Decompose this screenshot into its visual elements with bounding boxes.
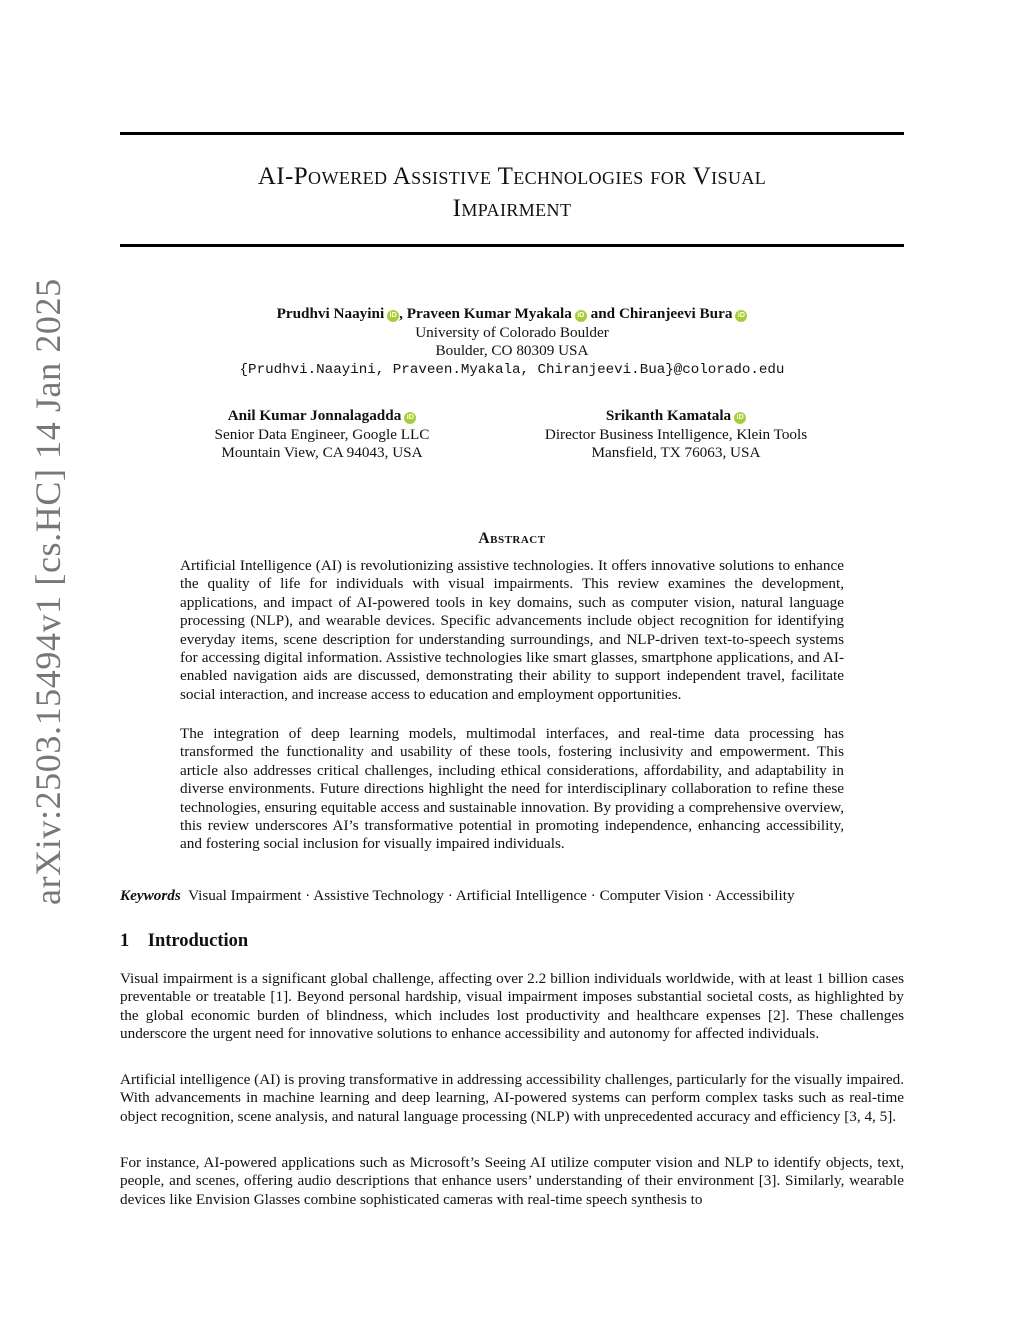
author-separator: and (590, 305, 616, 322)
paper-title-line1: AI-Powered Assistive Technologies for Visual (257, 163, 767, 190)
section-number: 1 (120, 931, 130, 951)
author-separator: , (399, 305, 403, 322)
author-block-right (508, 407, 844, 463)
intro-paragraph-1: Visual impairment is a significant global challenge, affecting over 2.2 billion individuals worldwide, with at least 1 billion cases preventable or treatable [1]. Beyond personal hardship, visual impairment imposes substantial societal costs, as highlighted by the global economic burden of blindness, which includes lost productivity and healthcare expenses [2]. These challenges underscore the urgent need for innovative solutions to enhance accessibility and autonomy for affected individuals. (120, 970, 904, 1042)
orcid-icon[interactable]: iD (404, 412, 416, 424)
orcid-icon[interactable]: iD (575, 310, 587, 322)
author-block-main (0, 305, 1024, 379)
author-name: Praveen Kumar Myakala (406, 305, 572, 322)
author-block-left (162, 407, 482, 463)
intro-paragraph-2: Artificial intelligence (AI) is proving transformative in addressing accessibility challenges, particularly for the visually impaired. With advancements in machine learning and deep learning, AI-powered systems can perform complex tasks such as real-time object recognition, scene analysis, and natural language processing (NLP) with unprecedented accuracy and efficiency [3, 4, 5]. (120, 1071, 904, 1125)
author-role: Senior Data Engineer, Google LLC (214, 425, 430, 443)
title-bottom-rule (120, 244, 904, 247)
author-address: Mountain View, CA 94043, USA (221, 444, 423, 461)
section-heading (120, 931, 248, 952)
title-top-rule (120, 132, 904, 135)
abstract-heading: Abstract (478, 530, 546, 547)
intro-paragraph-3: For instance, AI-powered applications such as Microsoft’s Seeing AI utilize computer vision and NLP to identify objects, text, people, and scenes, offering audio descriptions that enhance users’ understanding of their environment [3]. Similarly, wearable devices like Envision Glasses combine sophisticated cameras with real-time speech synthesis to (120, 1154, 904, 1208)
paper-title-line2: Impairment (452, 195, 572, 222)
keywords-label: Keywords (120, 887, 181, 904)
author-name: Srikanth Kamatala (605, 407, 732, 424)
arxiv-identifier: arXiv:2503.15494v1 [cs.HC] 14 Jan 2025 (28, 278, 68, 905)
author-name: Anil Kumar Jonnalagadda (227, 407, 402, 424)
author-name: Chiranjeevi Bura (618, 305, 733, 322)
author-affiliation: University of Colorado Boulder (415, 323, 609, 341)
section-title: Introduction (147, 931, 249, 951)
keywords-text: Visual Impairment · Assistive Technology · Artificial Intelligence · Computer Vision · Accessibility (188, 887, 795, 904)
orcid-icon[interactable]: iD (734, 412, 746, 424)
author-names-line (0, 305, 1024, 324)
orcid-icon[interactable]: iD (735, 310, 747, 322)
author-address: Mansfield, TX 76063, USA (591, 444, 761, 461)
abstract-paragraph-2: The integration of deep learning models, multimodal interfaces, and real-time data processing has transformed the functionality and usability of these tools, fostering inclusivity and empowerment. This article also addresses critical challenges, including ethical considerations, affordability, and adaptability in diverse environments. Future directions highlight the need for interdisciplinary collaboration to refine these technologies, ensuring equitable access and sustainable innovation. By providing a comprehensive overview, this review underscores AI’s transformative potential in promoting independence, enhancing accessibility, and fostering social inclusion for visually impaired individuals. (180, 725, 844, 853)
author-name: Prudhvi Naayini (276, 305, 385, 322)
paper-title (120, 161, 904, 225)
author-emails[interactable]: {Prudhvi.Naayini, Praveen.Myakala, Chiranjeevi.Bua}@colorado.edu (239, 361, 785, 378)
abstract-paragraph-1: Artificial Intelligence (AI) is revolutionizing assistive technologies. It offers innovative solutions to enhance the quality of life for individuals with visual impairments. This review examines the development, applications, and impact of AI-powered tools in key domains, such as computer vision, natural language processing (NLP), and wearable devices. Specific advancements include object recognition for identifying everyday items, scene description for understanding surroundings, and NLP-driven text-to-speech systems for accessing digital information. Assistive technologies like smart glasses, smartphone applications, and AI-enabled navigation aids are discussed, demonstrating their ability to support independent travel, facilitate social interaction, and increase access to education and employment opportunities. (180, 557, 844, 703)
author-role: Director Business Intelligence, Klein Tools (544, 425, 808, 443)
author-address: Boulder, CO 80309 USA (435, 342, 589, 359)
keywords-line (120, 887, 795, 905)
orcid-icon[interactable]: iD (387, 310, 399, 322)
